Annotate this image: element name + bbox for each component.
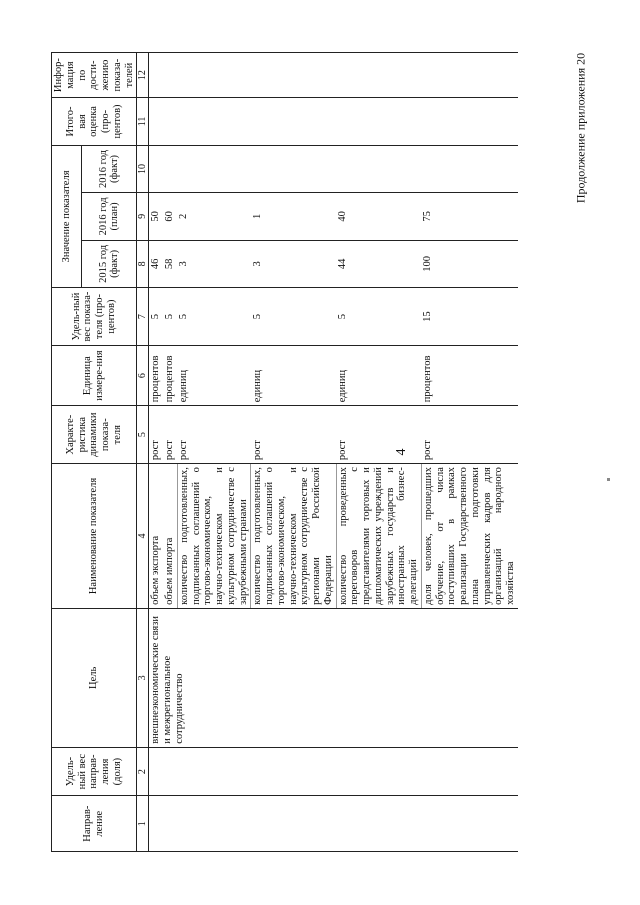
dynamics-cell: рост: [251, 406, 336, 464]
plan-2016-cell: 1: [251, 193, 336, 240]
column-number: 3: [137, 608, 149, 747]
header-info: Инфор-мация по дости-жению показа-телей: [52, 53, 137, 98]
total-cell: [251, 98, 336, 145]
value-2015-cell: 46: [149, 240, 163, 287]
indicator-name: количество подготовленных, подписанных соглашений о торгово-экономическом, научно-техническом и культурном сотрудничестве с регионами Российской Федерации: [251, 464, 336, 609]
value-2015-cell: 100: [421, 240, 518, 287]
weight-cell: 5: [163, 288, 177, 346]
column-number: 8: [137, 240, 149, 287]
total-cell: [149, 98, 163, 145]
header-2016-plan: 2016 год (план): [82, 193, 137, 240]
unit-cell: единиц: [251, 346, 336, 406]
dynamics-cell: рост: [336, 406, 421, 464]
weight-cell: 5: [149, 288, 163, 346]
info-cell: [149, 53, 163, 98]
header-2016-fact: 2016 год (факт): [82, 145, 137, 192]
info-cell: [177, 53, 251, 98]
value-2015-cell: 3: [177, 240, 251, 287]
header-total-score: Итого-вая оценка (про-центов): [52, 98, 137, 145]
value-2015-cell: 44: [336, 240, 421, 287]
fact-2016-cell: [149, 145, 163, 192]
indicator-name: количество проведенных переговоров с представителями торговых и дипломатических учреждений зарубежных государств и иностранных бизнес-делегаций: [336, 464, 421, 609]
unit-cell: единиц: [336, 346, 421, 406]
info-cell: [251, 53, 336, 98]
rotated-table-container: [51, 42, 571, 852]
header-indicator-weight: Удель-ный вес показа-теля (про-центов): [52, 288, 137, 346]
column-number: 5: [137, 406, 149, 464]
goal-cell: внешнеэкономические связи и межрегиональное сотрудничество: [149, 608, 518, 747]
plan-2016-cell: 60: [163, 193, 177, 240]
fact-2016-cell: [336, 145, 421, 192]
plan-2016-cell: 40: [336, 193, 421, 240]
indicator-name: объем импорта: [163, 464, 177, 609]
fact-2016-cell: [251, 145, 336, 192]
indicators-table: [51, 52, 518, 852]
header-values-group: Значение показателя: [52, 145, 82, 287]
unit-cell: единиц: [177, 346, 251, 406]
weight-cell: 15: [421, 288, 518, 346]
column-number: 7: [137, 288, 149, 346]
header-goal: Цель: [52, 608, 137, 747]
total-cell: [336, 98, 421, 145]
dynamics-cell: рост: [421, 406, 518, 464]
header-unit: Единица измере-ния: [52, 346, 137, 406]
fact-2016-cell: [163, 145, 177, 192]
indicator-name: объем экспорта: [149, 464, 163, 609]
column-number: 10: [137, 145, 149, 192]
unit-cell: процентов: [421, 346, 518, 406]
info-cell: [421, 53, 518, 98]
total-cell: [421, 98, 518, 145]
total-cell: [163, 98, 177, 145]
plan-2016-cell: 2: [177, 193, 251, 240]
value-2015-cell: 58: [163, 240, 177, 287]
header-indicator-name: Наименование показателя: [52, 464, 137, 609]
plan-2016-cell: 75: [421, 193, 518, 240]
column-number: 6: [137, 346, 149, 406]
scan-speck: [607, 478, 610, 481]
dynamics-cell: рост: [177, 406, 251, 464]
unit-cell: процентов: [149, 346, 163, 406]
header-2015-fact: 2015 год (факт): [82, 240, 137, 287]
table-row: [149, 53, 163, 852]
column-number: 12: [137, 53, 149, 98]
weight-cell: 5: [251, 288, 336, 346]
weight-cell: 5: [336, 288, 421, 346]
plan-2016-cell: 50: [149, 193, 163, 240]
dynamics-cell: рост: [163, 406, 177, 464]
fact-2016-cell: [421, 145, 518, 192]
header-direction: Направ-ление: [52, 796, 137, 852]
fact-2016-cell: [177, 145, 251, 192]
indicator-name: количество подготовленных, подписанных соглашений о торгово-экономическом, научно-техническом и культурном сотрудничестве с зарубежными странами: [177, 464, 251, 609]
total-cell: [177, 98, 251, 145]
info-cell: [163, 53, 177, 98]
direction-weight-cell: [149, 747, 518, 796]
weight-cell: 5: [177, 288, 251, 346]
dynamics-cell: рост: [149, 406, 163, 464]
column-number: 4: [137, 464, 149, 609]
info-cell: [336, 53, 421, 98]
value-2015-cell: 3: [251, 240, 336, 287]
continuation-label: Продолжение приложения 20: [573, 52, 588, 204]
header-dynamics: Характе-ристика динамики показа-теля: [52, 406, 137, 464]
column-number: 11: [137, 98, 149, 145]
page-number: 4: [394, 448, 409, 456]
column-number: 2: [137, 747, 149, 796]
indicator-name: доля человек, прошедших обучение, от числа поступивших в рамках реализации Государственного плана подготовки управленческих кадров для организаций народного хозяйства: [421, 464, 518, 609]
direction-cell: [149, 796, 518, 852]
column-number: 1: [137, 796, 149, 852]
unit-cell: процентов: [163, 346, 177, 406]
header-direction-weight: Удель-ный вес направ-ления (доля): [52, 747, 137, 796]
column-number: 9: [137, 193, 149, 240]
